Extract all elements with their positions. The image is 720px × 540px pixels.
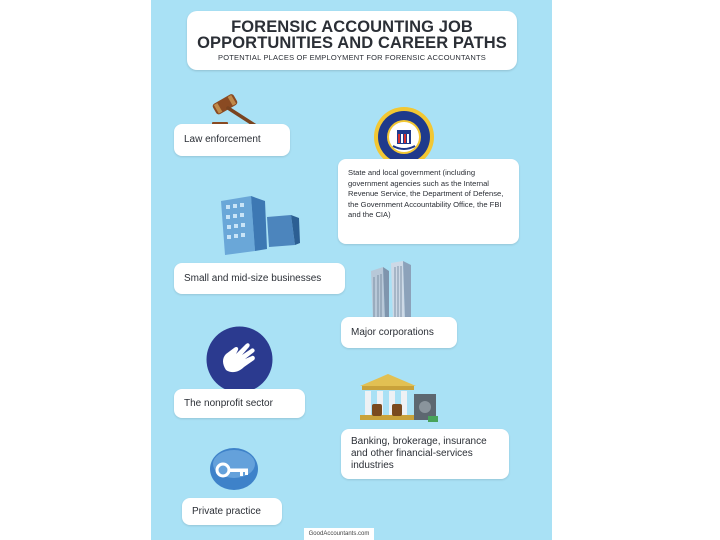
law-enforcement-card — [174, 124, 290, 156]
major-corporations-card — [341, 317, 457, 348]
office-building-icon — [217, 195, 302, 257]
title-box — [187, 11, 517, 70]
page-subtitle: POTENTIAL PLACES OF EMPLOYMENT FOR FORENSIC ACCOUNTANTS — [218, 53, 486, 62]
private-practice-card — [182, 498, 282, 525]
banking-card — [341, 429, 509, 479]
nonprofit-card — [174, 389, 305, 418]
government-label: State and local government (including government agencies such as the Internal Revenue Service, the Department of Defense, the Government Accountability Office, the FBI and the CIA) — [348, 168, 504, 219]
major-corporations-label: Major corporations — [351, 326, 434, 338]
skyscraper-icon — [365, 261, 425, 323]
nonprofit-label: The nonprofit sector — [184, 397, 273, 409]
small-business-card — [174, 263, 345, 294]
title-line-2: OPPORTUNITIES AND CAREER PATHS — [197, 34, 507, 52]
page-title — [187, 19, 517, 51]
private-practice-label: Private practice — [192, 505, 261, 517]
government-card — [338, 159, 519, 244]
hand-icon — [206, 326, 273, 393]
key-icon — [209, 447, 259, 491]
bank-icon — [356, 372, 440, 426]
infographic-poster — [151, 0, 552, 540]
banking-label: Banking, brokerage, insurance and other financial-services industries — [351, 436, 487, 471]
law-enforcement-label: Law enforcement — [184, 134, 261, 145]
footer-site: GoodAccountants.com — [304, 528, 374, 540]
title-line-1: FORENSIC ACCOUNTING JOB — [231, 18, 473, 36]
small-business-label: Small and mid-size businesses — [184, 272, 322, 284]
